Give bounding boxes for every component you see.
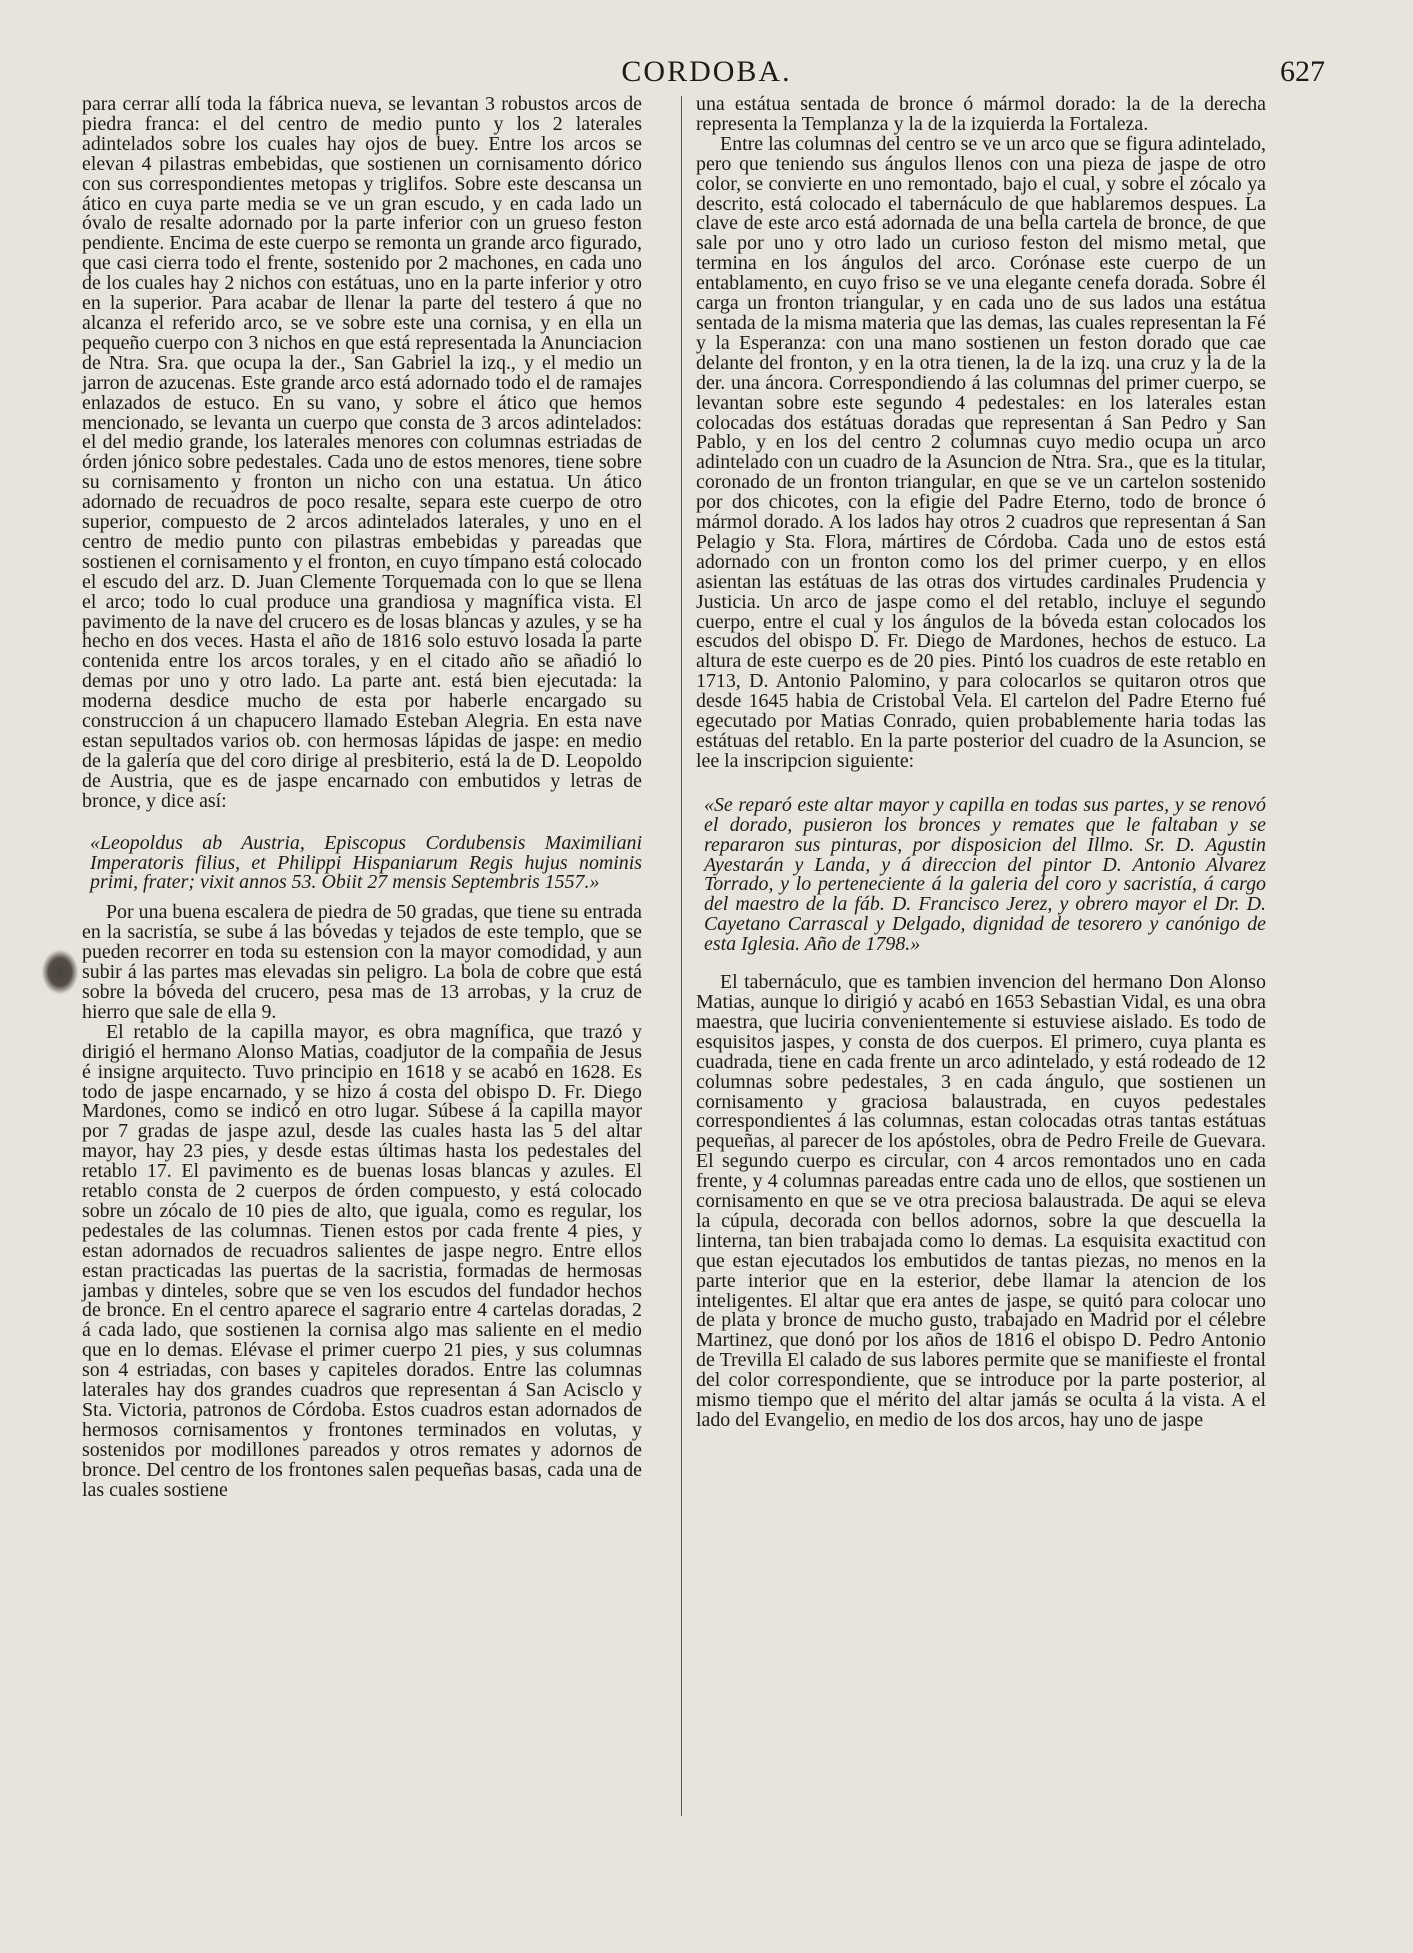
paragraph: Por una buena escalera de piedra de 50 gradas, que tiene su entrada en la sacristía, se sube á las bóvedas y tejados de este templo, que se pueden recorrer en toda su estension con la mayor comodidad, y aun subir á las partes mas elevadas sin peligro. La bola de cobre que está sobre la bóveda del crucero, pesa mas de 13 arrobas, y la cruz de hierro que sale de ella 9. [82, 901, 642, 1023]
paragraph: para cerrar allí toda la fábrica nueva, se levantan 3 robustos arcos de piedra franca: el del centro de medio punto y los 2 laterales adintelados sobre los cuales hay ojos de buey. Entre los arcos se elevan 4 pilastras embebidas, que sostienen un cornisamento dórico con sus correspondientes metopas y triglifos. Sobre este descansa un ático en cuya parte media se ve un gran escudo, y en cada lado un óvalo de resalte adornado por la parte inferior con un grueso feston pendiente. Encima de este cuerpo se remonta un grande arco figurado, que casi cierra todo el frente, sostenido por 2 machones, en cada uno de los cuales hay 2 nichos con estátuas, uno en la parte inferior y otro en la superior. Para acabar de llenar la parte del testero á que no alcanza el referido arco, se ve sobre este una cornisa, y en ella un pequeño cuerpo con 3 nichos en que está representada la Anunciacion de Ntra. Sra. que ocupa la der., San Gabriel la izq., y el medio un jarron de azucenas. Este grande arco está adornado todo el de ramajes enlazados de estuco. En su vano, y sobre el ático que hemos mencionado, se levanta un cuerpo que consta de 3 arcos adintelados: el del medio grande, los laterales menores con columnas estriadas de órden jónico sobre pedestales. Cada uno de estos menores, tiene sobre su cornisamento y fronton un nicho con una estatua. Un ático adornado de recuadros de poco resalte, separa este cuerpo de otro superior, compuesto de 2 arcos adintelados laterales, y uno en el centro de medio punto con pilastras embebidas y pareadas que sostienen el cornisamento y el fronton, en cuyo tímpano está colocado el escudo del arz. D. Juan Clemente Torquemada con lo que se llena el arco; todo lo cual produce una grandiosa y magnífica vista. El pavimento de la nave del crucero es de losas blancas y azules, y se ha hecho en dos veces. Hasta el año de 1816 solo estuvo losada la parte contenida entre los arcos torales, y en el citado año se añadió lo demas por uno y otro lado. La parte ant. está bien ejecutada: la moderna desdice mucho de esta por haberle encargado su construccion á un chapucero llamado Esteban Alegria. En esta nave estan sepultados varios ob. con hermosas lápidas de jaspe: en medio de la galería que del coro dirige al presbiterio, está la de D. Leopoldo de Austria, que es de jaspe encarnado con embutidos y letras de bronce, y dice así: [82, 93, 642, 812]
paragraph: Entre las columnas del centro se ve un arco que se figura adintelado, pero que teniendo sus ángulos llenos con una pieza de jaspe de otro color, se convierte en uno remontado, bajo el cual, y sobre el zócalo ya descrito, está colocado el tabernáculo de que hablaremos despues. La clave de este arco está adornada de una bella cartela de bronce, de que sale por uno y otro lado un curioso feston del mismo metal, que termina en los ángulos del arco. Corónase este cuerpo de un entablamento, en cuyo friso se ve una elegante cenefa dorada. Sobre él carga un fronton triangular, y en cada uno de sus lados una estátua sentada de la misma materia que las demas, las cuales representan la Fé y la Esperanza: con una mano sostienen un feston dorado que cae delante del fronton, y en la otra tienen, la de la izq. una cruz y la de la der. una áncora. Correspondiendo á las columnas del primer cuerpo, se levantan sobre este segundo 4 pedestales: en los laterales estan colocadas dos estátuas doradas que representan á San Pedro y San Pablo, y en los del centro 2 columnas cuyo medio ocupa un arco adintelado con un cuadro de la Asuncion de Ntra. Sra., que es la titular, coronado de un fronton triangular, en que se ve un cartelon sostenido por dos chicotes, con la efigie del Padre Eterno, todo de bronce ó mármol dorado. A los lados hay otros 2 cuadros que representan á San Pelagio y Sta. Flora, mártires de Córdoba. Cada uno de estos está adornado con un fronton como los del primer cuerpo, y en ellos asientan las estátuas de las otras dos virtudes cardinales Prudencia y Justicia. Un arco de jaspe como el del retablo, incluye el segundo cuerpo, entre el cual y los ángulos de la bóveda estan colocados los escudos del obispo D. Fr. Diego de Mardones, hechos de estuco. La altura de este cuerpo es de 20 pies. Pintó los cuadros de este retablo en 1713, D. Antonio Palomino, y para colocarlos se quitaron otros que desde 1645 habia de Cristobal Vela. El cartelon del Padre Eterno fué egecutado por Matias Conrado, quien probablemente haria todas las estátuas del retablo. En la parte posterior del cuadro de la Asuncion, se lee la inscripcion siguiente: [696, 132, 1266, 772]
running-header [0, 55, 1413, 95]
paragraph: una estátua sentada de bronce ó mármol dorado: la de la derecha representa la Templanza y la de la izquierda la Fortaleza. [696, 93, 1266, 135]
paragraph: El tabernáculo, que es tambien invencion del hermano Don Alonso Matias, aunque lo dirigió y acabó en 1653 Sebastian Vidal, es una obra maestra, que luciria convenientemente si estuviese aislado. Es todo de esquisitos jaspes, y consta de dos cuerpos. El primero, cuya planta es cuadrada, tiene en cada frente un arco adintelado, y está rodeado de 12 columnas sobre pedestales, 3 en cada ángulo, que sostienen un cornisamento y graciosa balaustrada, en cuyos pedestales correspondientes á las columnas, estan colocadas otras tantas estátuas pequeñas, al parecer de los apóstoles, obra de Pedro Freile de Guevara. El segundo cuerpo es circular, con 4 arcos remontados uno en cada frente, y 4 columnas pareadas entre cada uno de ellos, que sostienen un cornisamento en que se ve otra preciosa balaustrada. De aqui se eleva la cúpula, decorada con bellos adornos, sobre la que descuella la linterna, tan bien trabajada como lo demas. La esquisita exactitud con que estan ejecutados los embutidos de tantas piezas, no menos en la parte interior que en la esterior, debe llamar la atencion de los inteligentes. El altar que era antes de jaspe, se quitó para colocar uno de plata y bronce de mucho gusto, trabajado en Madrid por el célebre Martinez, que donó por los años de 1816 el obispo D. Pedro Antonio de Trevilla El calado de sus labores permite que se manifieste el frontal del color correspondiente, que se introduce por la parte posterior, al mismo tiempo que el mérito del altar jamás se oculta á la vista. A el lado del Evangelio, en medio de los dos arcos, hay uno de jaspe [696, 971, 1266, 1431]
right-column [696, 95, 1266, 1431]
column-rule [681, 96, 682, 1816]
page-number: 627 [1280, 55, 1325, 88]
ink-stain [42, 950, 78, 994]
paragraph: El retablo de la capilla mayor, es obra magnífica, que trazó y dirigió el hermano Alonso Matias, coadjutor de la compañia de Jesus é insigne arquitecto. Tuvo principio en 1618 y se acabó en 1628. Es todo de jaspe encarnado, y se hizo á costa del obispo D. Fr. Diego Mardones, como se indicó en otro lugar. Súbese á la capilla mayor por 7 gradas de jaspe azul, desde las cuales hasta las 5 del altar mayor, hay 23 pies, y desde estas últimas hasta los pedestales del retablo 17. El pavimento es de buenas losas blancas y azules. El retablo consta de 2 cuerpos de órden compuesto, y está colocado sobre un zócalo de 10 pies de alto, que iguala, como es regular, los pedestales de las columnas. Tienen estos por cada frente 4 pies, y estan adornados de recuadros salientes de jaspe negro. Entre ellos estan practicadas las puertas de la sacristia, formadas de hermosas jambas y dinteles, sobre que se ven los escudos del fundador hechos de bronce. En el centro aparece el sagrario entre 4 cartelas doradas, 2 á cada lado, que sostienen la cornisa algo mas saliente en el medio que en lo demas. Elévase el primer cuerpo 21 pies, y sus columnas son 4 estriadas, con bases y capiteles dorados. Entre las columnas laterales hay dos grandes cuadros que representan á San Acisclo y Sta. Victoria, patronos de Córdoba. Estos cuadros estan adornados de hermosos cornisamentos y frontones terminados en volutas, y sostenidos por modillones pareados y otros remates y adornos de bronce. Del centro de los frontones salen pequeñas basas, cada una de las cuales sostiene [82, 1020, 642, 1501]
epitaph-quote: «Leopoldus ab Austria, Episcopus Cordubensis Maximiliani Imperatoris filius, et Philippi Hispaniarum Regis hujus nominis primi, frater; vixit annos 53. Obiit 27 mensis Septembris 1557.» [90, 831, 642, 894]
running-title: CORDOBA. [621, 55, 792, 88]
left-column [82, 95, 642, 1501]
inscription-quote: «Se reparó este altar mayor y capilla en todas sus partes, y se renovó el dorado, pusieron los bronces y remates que le faltaban y se repararon sus pinturas, por disposicion del Illmo. Sr. D. Agustin Ayestarán y Landa, y á direccion del pintor D. Antonio Alvarez Torrado, y lo perteneciente á la galeria del coro y sacristía, á cargo del maestro de la fáb. D. Francisco Jerez, y obrero mayor el Dr. D. Cayetano Carrascal y Delgado, dignidad de tesorero y canónigo de esta Iglesia. Año de 1798.» [704, 793, 1266, 956]
